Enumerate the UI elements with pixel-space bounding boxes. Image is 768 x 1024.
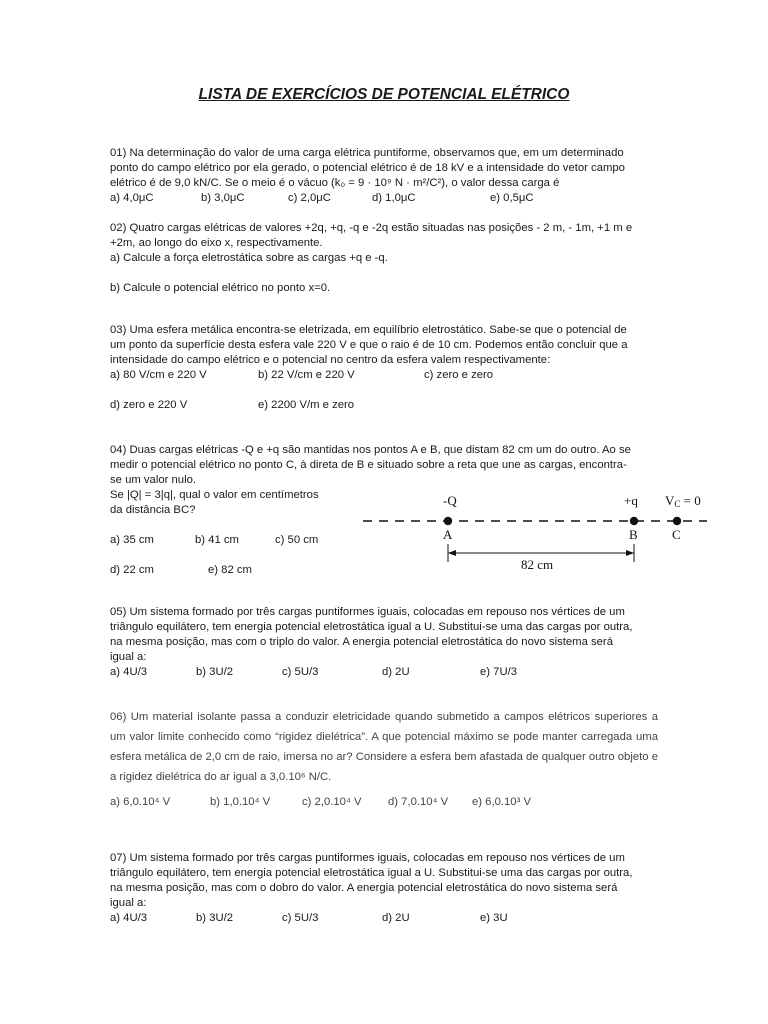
document-title: LISTA DE EXERCÍCIOS DE POTENCIAL ELÉTRICO [198, 86, 570, 103]
option-b: b) 3,0μC [201, 192, 245, 204]
question-7-line: 07) Um sistema formado por três cargas puntiformes iguais, colocadas em repouso nos vértices de um [110, 852, 625, 864]
option-b: b) 3U/2 [196, 912, 234, 924]
question-7-options [110, 911, 658, 926]
charges-figure [355, 482, 720, 584]
question-1-line: ponto do campo elétrico por ela gerado, o potencial elétrico é de 18 kV e a intensidade do vetor campo [110, 162, 625, 174]
question-2-line: 02) Quatro cargas elétricas de valores +2q, +q, -q e -2q estão situadas nas posições - 2 m, - 1m, +1 m e [110, 222, 633, 234]
question-2-line: +2m, ao longo do eixo x, respectivamente. [110, 237, 323, 249]
question-1-line: 01) Na determinação do valor de uma carga elétrica puntiforme, observamos que, em um determinado [110, 147, 624, 159]
question-3-options-row-1 [110, 368, 658, 383]
distance-label: 82 cm [521, 557, 554, 572]
option-c: c) 5U/3 [282, 912, 319, 924]
dimension-arrow-left [448, 550, 456, 556]
option-a: a) 4,0μC [110, 192, 154, 204]
option-c: c) zero e zero [424, 369, 494, 381]
option-e: e) 82 cm [208, 564, 252, 576]
option-b: b) 41 cm [195, 534, 239, 546]
potential-c-subscript: C [674, 499, 681, 509]
question-7 [110, 851, 658, 926]
option-a: a) 6,0.10⁴ V [110, 796, 171, 808]
potential-c-label [665, 493, 701, 509]
point-c-dot [673, 517, 681, 525]
question-5-line: igual a: [110, 651, 147, 663]
option-d: d) 7,0.10⁴ V [388, 796, 449, 808]
question-4-line: se um valor nulo. [110, 474, 197, 486]
question-2-line: a) Calcule a força eletrostática sobre as cargas +q e -q. [110, 252, 388, 264]
charge-a-label: -Q [443, 493, 457, 508]
question-4-line: Se |Q| = 3|q|, qual o valor em centímetros [110, 489, 319, 501]
question-1 [110, 146, 658, 206]
option-c: c) 5U/3 [282, 666, 319, 678]
question-5-line: na mesma posição, mas com o triplo do valor. A energia potencial eletrostática do novo sistema será [110, 636, 613, 648]
question-3-line: um ponto da superfície desta esfera vale 220 V e que o raio é de 10 cm. Podemos então concluir que a [110, 339, 628, 351]
option-e: e) 6,0.10³ V [472, 796, 532, 808]
option-b: b) 1,0.10⁴ V [210, 796, 271, 808]
question-2-part-b: b) Calcule o potencial elétrico no ponto x=0. [110, 282, 331, 294]
option-b: b) 22 V/cm e 220 V [258, 369, 355, 381]
option-a: a) 4U/3 [110, 912, 148, 924]
potential-c-symbol: V [665, 493, 675, 508]
option-e: e) 7U/3 [480, 666, 518, 678]
option-d: d) 2U [382, 666, 410, 678]
question-5-line: triângulo equilátero, tem energia potencial eletrostática igual a U. Substitui-se uma das cargas por outra, [110, 621, 633, 633]
question-6-options [110, 795, 658, 810]
option-a: a) 80 V/cm e 220 V [110, 369, 207, 381]
option-c: c) 2,0.10⁴ V [302, 796, 362, 808]
question-3 [110, 323, 658, 413]
option-c: c) 2,0μC [288, 192, 331, 204]
question-7-line: na mesma posição, mas com o dobro do valor. A energia potencial eletrostática do novo sistema será [110, 882, 618, 894]
point-b-dot [630, 517, 638, 525]
question-7-line: igual a: [110, 897, 147, 909]
dimension-arrow-right [626, 550, 634, 556]
option-d: d) 2U [382, 912, 410, 924]
charge-b-label: +q [624, 493, 638, 508]
potential-c-value: = 0 [680, 493, 701, 508]
question-1-options [110, 191, 658, 206]
question-6-text: 06) Um material isolante passa a conduzir eletricidade quando submetido a campos elétricos superiores a um valor limite conhecido como “rigidez dielétrica”. A que potencial máximo se pode manter carregada uma esfera metálica de 2,0 cm de raio, imersa no ar? Considere a esfera bem afastada de qualquer outro objeto e a rigidez dielétrica do ar igual a 3,0.10⁶ N/C. [110, 711, 658, 783]
option-b: b) 3U/2 [196, 666, 234, 678]
option-d: d) 22 cm [110, 564, 154, 576]
question-3-options-row-2 [110, 398, 658, 413]
question-4-line: 04) Duas cargas elétricas -Q e +q são mantidas nos pontos A e B, que distam 82 cm um do outro. Ao se [110, 444, 631, 456]
option-e: e) 3U [480, 912, 508, 924]
question-5-options [110, 665, 658, 680]
question-2 [110, 221, 658, 296]
point-c-label: C [672, 527, 681, 542]
option-a: a) 4U/3 [110, 666, 148, 678]
option-e: e) 2200 V/m e zero [258, 399, 355, 411]
question-3-line: 03) Uma esfera metálica encontra-se eletrizada, em equilíbrio eletrostático. Sabe-se que o potencial de [110, 324, 627, 336]
question-4-line: da distância BC? [110, 504, 196, 516]
question-7-line: triângulo equilátero, tem energia potencial eletrostática igual a U. Substitui-se uma das cargas por outra, [110, 867, 633, 879]
option-a: a) 35 cm [110, 534, 154, 546]
point-a-dot [444, 517, 452, 525]
option-d: d) zero e 220 V [110, 399, 188, 411]
question-5 [110, 605, 658, 680]
charges-diagram [355, 482, 720, 584]
option-e: e) 0,5μC [490, 192, 534, 204]
point-b-label: B [629, 527, 638, 542]
question-3-line: intensidade do campo elétrico e o potencial no centro da esfera valem respectivamente: [110, 354, 551, 366]
point-a-label: A [443, 527, 453, 542]
question-6 [110, 707, 658, 810]
option-c: c) 50 cm [275, 534, 319, 546]
question-1-line: elétrico é de 9,0 kN/C. Se o meio é o vácuo (k₀ = 9 · 10⁹ N · m²/C²), o valor dessa carga é [110, 177, 560, 189]
question-4-line: medir o potencial elétrico no ponto C, à direta de B e situado sobre a reta que une as cargas, encontra- [110, 459, 627, 471]
question-5-line: 05) Um sistema formado por três cargas puntiformes iguais, colocadas em repouso nos vértices de um [110, 606, 625, 618]
option-d: d) 1,0μC [372, 192, 416, 204]
